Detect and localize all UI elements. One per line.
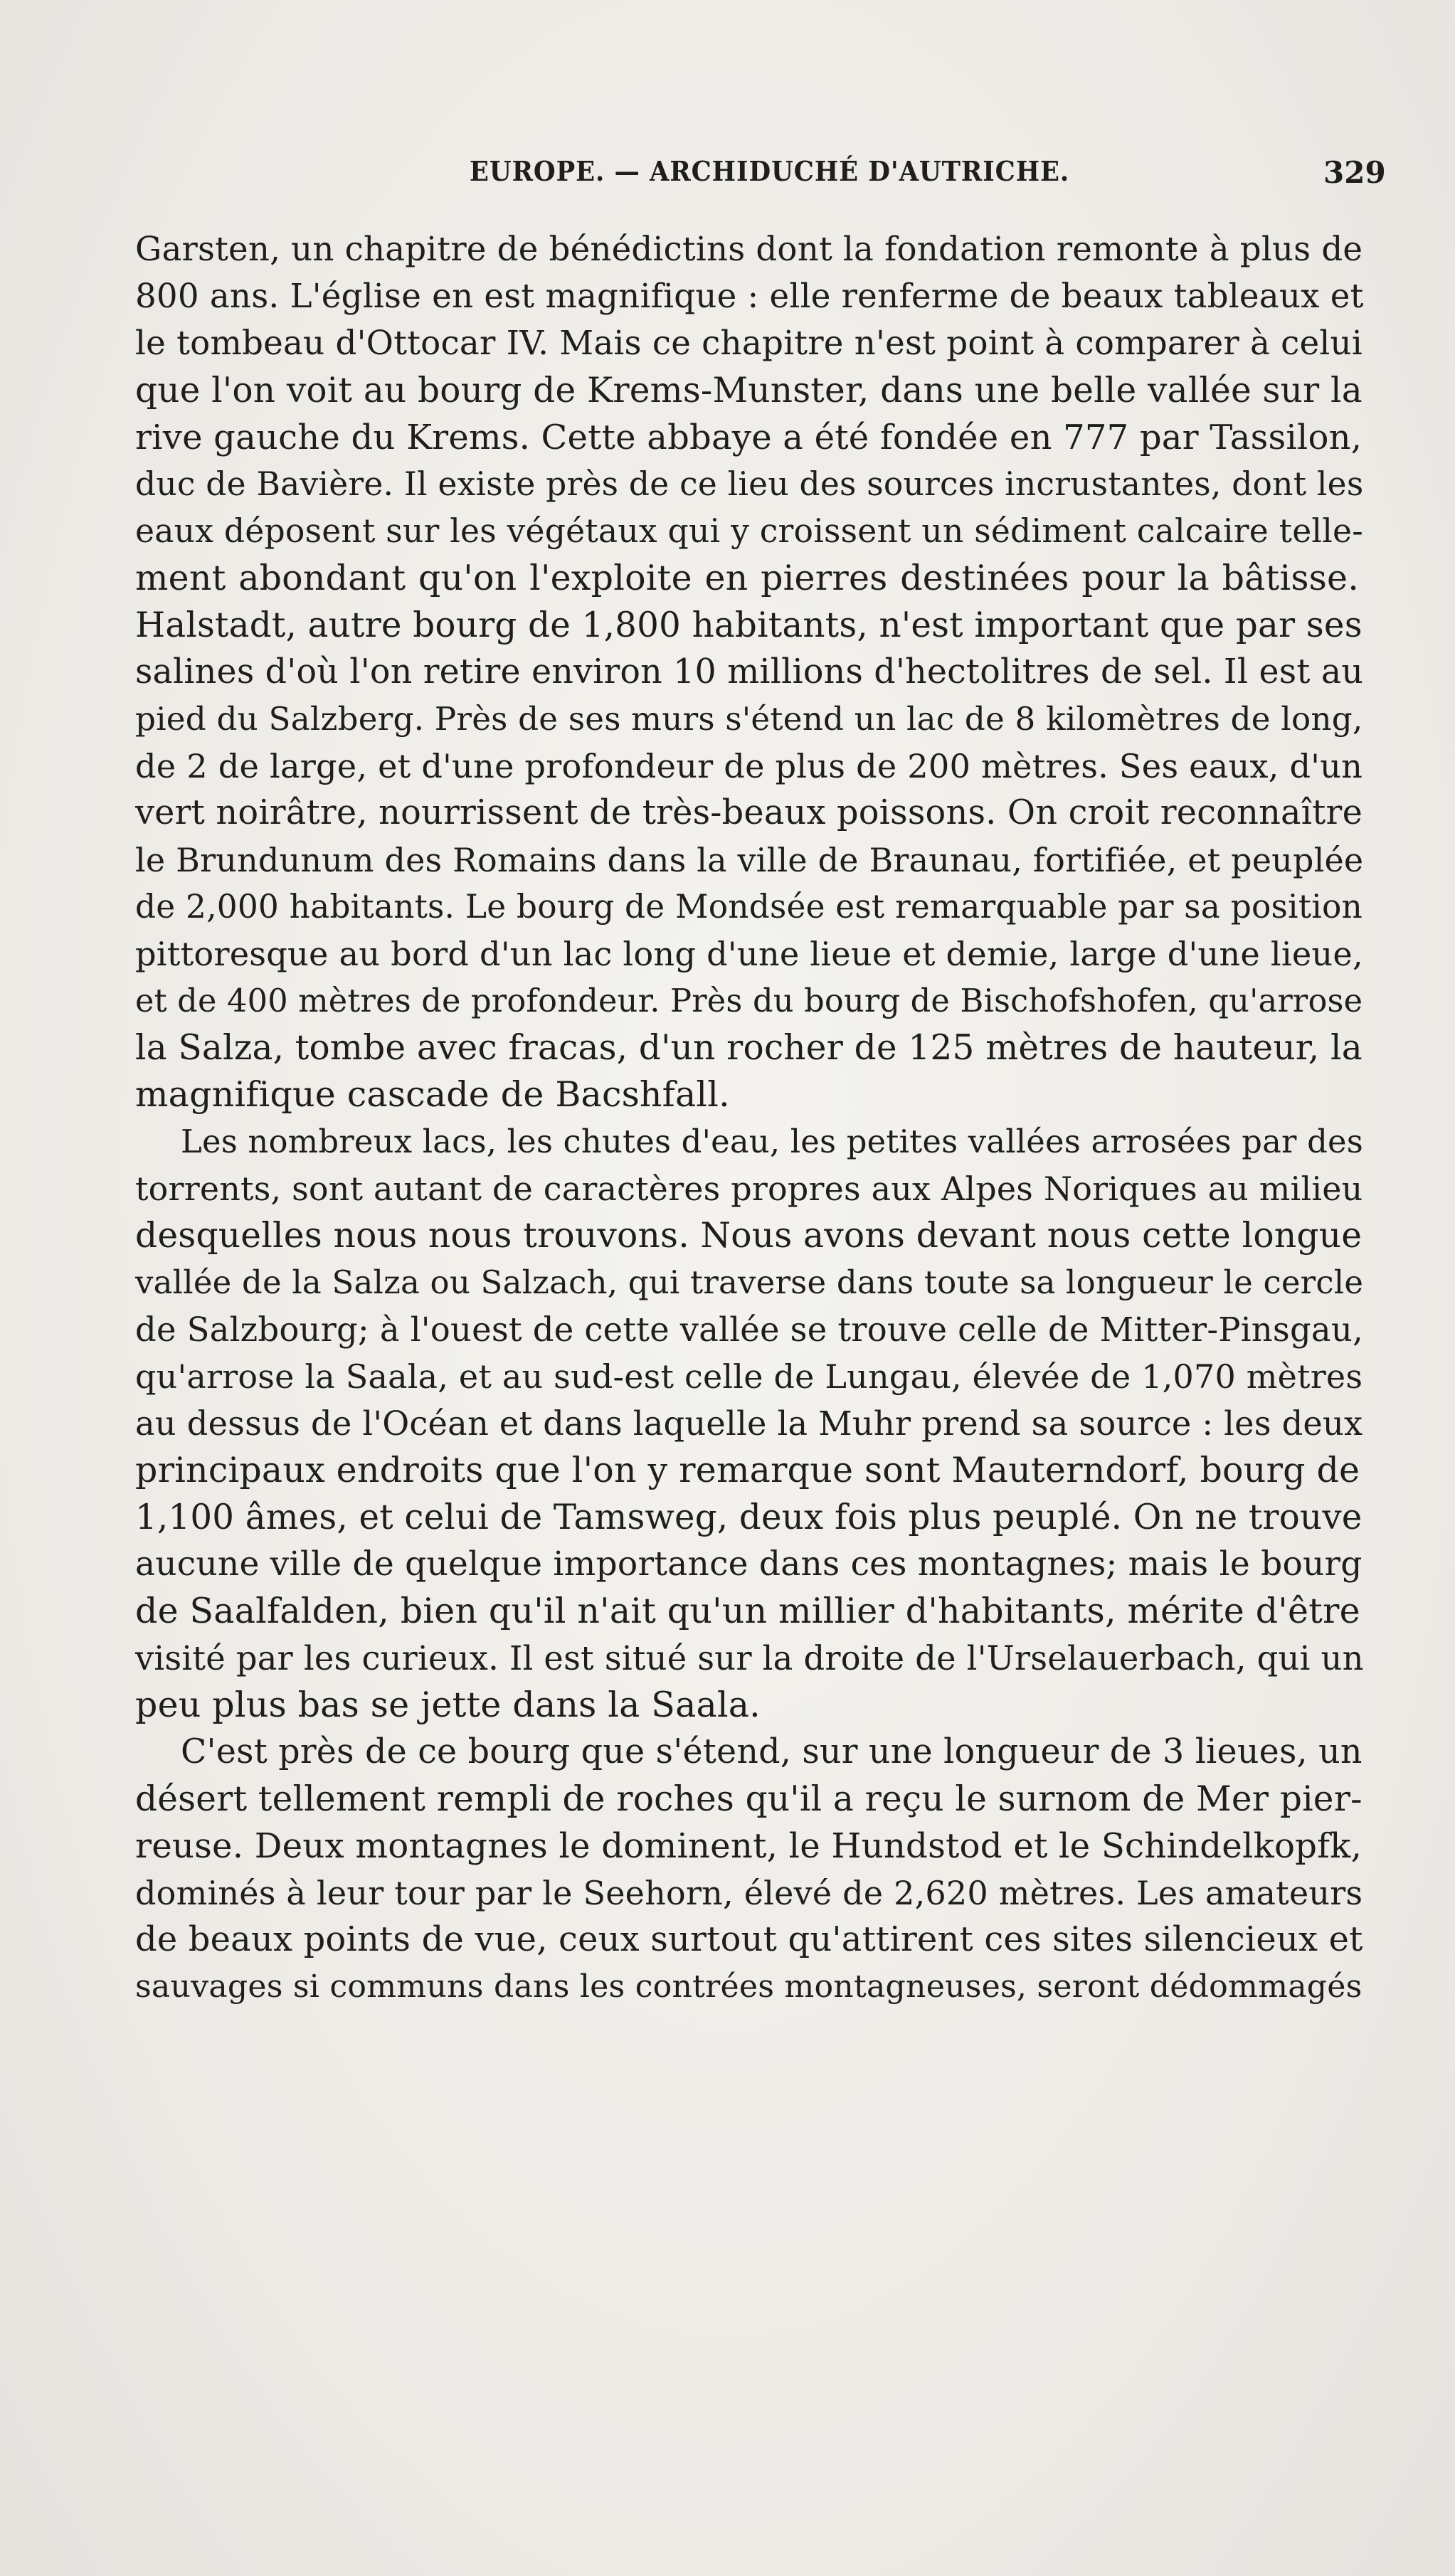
text-line: dominés à leur tour par le Seehorn, élevé de 2,620 mètres. Les amateurs: [135, 1874, 1363, 1912]
text-line: et de 400 mètres de profondeur. Près du bourg de Bischofshofen, qu'arrose: [135, 982, 1363, 1019]
page-header: [0, 155, 1455, 198]
text-line: de beaux points de vue, ceux surtout qu'attirent ces sites silencieux et: [135, 1920, 1363, 1959]
text-line: duc de Bavière. Il existe près de ce lieu des sources incrustantes, dont les: [135, 465, 1364, 503]
text-line: reuse. Deux montagnes le dominent, le Hundstod et le Schindelkopfk,: [135, 1826, 1363, 1866]
text-line: de 2,000 habitants. Le bourg de Mondsée est remarquable par sa position: [135, 888, 1363, 926]
text-line: au dessus de l'Océan et dans laquelle la Muhr prend sa source : les deux: [135, 1404, 1363, 1443]
text-line: la Salza, tombe avec fracas, d'un rocher de 125 mètres de hauteur, la: [135, 1028, 1363, 1068]
text-line: de Salzbourg; à l'ouest de cette vallée se trouve celle de Mitter-Pinsgau,: [135, 1310, 1363, 1349]
text-line: vallée de la Salza ou Salzach, qui traverse dans toute sa longueur le cercle: [135, 1263, 1364, 1301]
text-line: C'est près de ce bourg que s'étend, sur une longueur de 3 lieues, un: [181, 1732, 1363, 1771]
text-line: qu'arrose la Saala, et au sud-est celle de Lungau, élevée de 1,070 mètres: [135, 1357, 1363, 1396]
text-line: visité par les curieux. Il est situé sur la droite de l'Urselauerbach, qui un: [135, 1639, 1364, 1677]
text-line: le Brundunum des Romains dans la ville de Braunau, fortifiée, et peuplée: [135, 841, 1364, 879]
text-line: magnifique cascade de Bacshfall.: [135, 1074, 730, 1115]
text-line: aucune ville de quelque importance dans ces montagnes; mais le bourg: [135, 1544, 1363, 1584]
text-line: 800 ans. L'église en est magnifique : elle renferme de beaux tableaux et: [135, 277, 1364, 316]
text-line: peu plus bas se jette dans la Saala.: [135, 1685, 761, 1725]
body-text: [135, 226, 1364, 2010]
running-head: EUROPE. — ARCHIDUCHÉ D'AUTRICHE.: [470, 155, 1070, 187]
text-line: vert noirâtre, nourrissent de très-beaux poissons. On croit reconnaître: [135, 793, 1363, 832]
text-line: eaux déposent sur les végétaux qui y croissent un sédiment calcaire telle-: [135, 512, 1363, 550]
text-line: salines d'où l'on retire environ 10 millions d'hectolitres de sel. Il est au: [135, 652, 1364, 691]
text-line: sauvages si communs dans les contrées montagneuses, seront dédommagés: [135, 1968, 1363, 2005]
text-line: pittoresque au bord d'un lac long d'une lieue et demie, large d'une lieue,: [135, 935, 1363, 973]
text-line: pied du Salzberg. Près de ses murs s'étend un lac de 8 kilomètres de long,: [135, 700, 1363, 738]
text-line: ment abondant qu'on l'exploite en pierres destinées pour la bâtisse.: [135, 558, 1359, 598]
text-line: que l'on voit au bourg de Krems-Munster, dans une belle vallée sur la: [135, 371, 1363, 410]
text-line: Garsten, un chapitre de bénédictins dont la fondation remonte à plus de: [135, 230, 1363, 269]
text-line: Halstadt, autre bourg de 1,800 habitants, n'est important que par ses: [135, 605, 1363, 645]
text-line: 1,100 âmes, et celui de Tamsweg, deux fois plus peuplé. On ne trouve: [135, 1498, 1363, 1537]
text-line: le tombeau d'Ottocar IV. Mais ce chapitre n'est point à comparer à celui: [135, 324, 1363, 363]
text-line: desquelles nous nous trouvons. Nous avons devant nous cette longue: [135, 1216, 1363, 1256]
text-line: de 2 de large, et d'une profondeur de plus de 200 mètres. Ses eaux, d'un: [135, 747, 1363, 785]
text-line: principaux endroits que l'on y remarque sont Mauterndorf, bourg de: [135, 1450, 1360, 1490]
text-line: rive gauche du Krems. Cette abbaye a été fondée en 777 par Tassilon,: [135, 418, 1363, 457]
text-line: torrents, sont autant de caractères propres aux Alpes Noriques au milieu: [135, 1170, 1363, 1208]
page-number: 329: [1323, 155, 1386, 190]
text-line: de Saalfalden, bien qu'il n'ait qu'un millier d'habitants, mérite d'être: [135, 1591, 1360, 1631]
text-line: désert tellement rempli de roches qu'il a reçu le surnom de Mer pier-: [135, 1779, 1363, 1819]
text-line: Les nombreux lacs, les chutes d'eau, les petites vallées arrosées par des: [181, 1123, 1363, 1160]
